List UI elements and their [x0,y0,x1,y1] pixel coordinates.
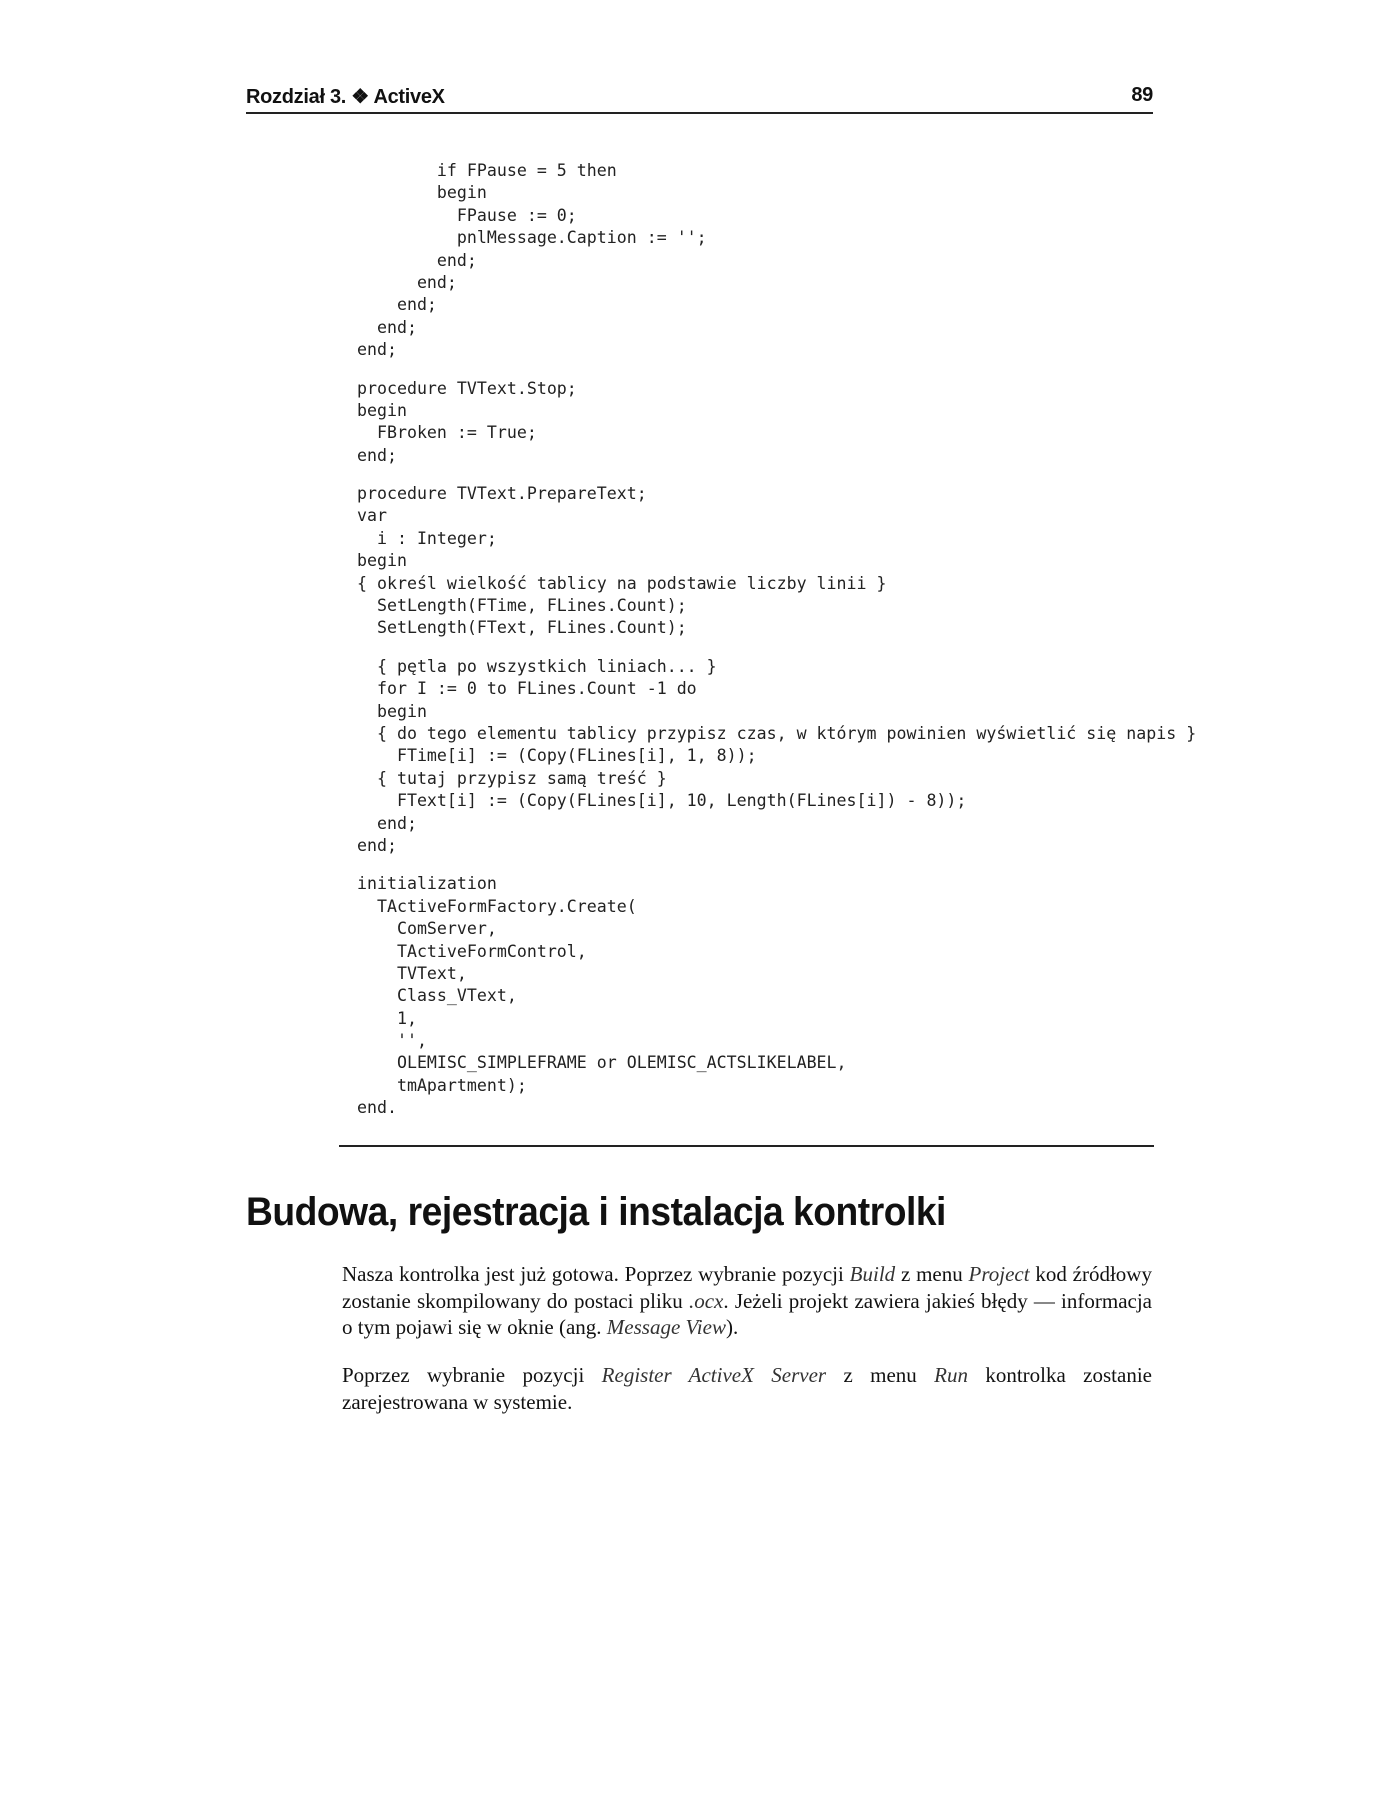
code-line: FText[i] := (Copy(FLines[i], 10, Length(FLines[i]) - 8)); [357,791,967,811]
code-line: begin [357,400,407,420]
window-name: Message View [606,1315,726,1339]
code-line: FBroken := True; [357,423,537,443]
paragraph-text: z menu [826,1363,935,1387]
code-line: if FPause = 5 then [357,161,617,180]
paragraph-text: . Jeżeli projekt zawiera jakieś błędy — informacja o tym pojawi się w oknie (ang. [342,1288,1152,1339]
code-line: end; [357,317,417,337]
code-line: begin [357,551,407,571]
running-header-chapter: Rozdział 3. ❖ ActiveX [246,86,445,108]
body-paragraph [342,1261,1152,1341]
code-line: TVText, [357,963,467,983]
code-line: initialization [357,874,497,894]
code-line: procedure TVText.Stop; [357,378,577,398]
code-line: pnlMessage.Caption := ''; [357,228,707,248]
section-heading: Budowa, rejestracja i instalacja kontrolki [246,1190,946,1234]
code-line: end; [357,813,417,833]
code-comment-line: { określ wielkość tablicy na podstawie liczby linii } [357,573,887,593]
code-comment-line: { pętla po wszystkich liniach... } [357,656,717,676]
code-line: end; [357,250,477,270]
code-line: '', [357,1031,427,1051]
file-extension: .ocx [688,1288,724,1313]
code-line: begin [357,701,427,721]
code-line: var [357,506,387,526]
body-paragraph [342,1362,1152,1415]
code-line: TActiveFormFactory.Create( [357,896,637,916]
paragraph-text: Nasza kontrolka jest już gotowa. Poprzez wybranie pozycji [342,1262,850,1286]
paragraph-text: z menu [895,1262,969,1286]
code-line: procedure TVText.PrepareText; [357,484,647,504]
code-comment-line: { tutaj przypisz samą treść } [357,768,667,788]
code-line: OLEMISC_SIMPLEFRAME or OLEMISC_ACTSLIKELABEL, [357,1053,847,1073]
code-line: tmApartment); [357,1075,527,1095]
code-line: end; [357,445,397,465]
code-line: SetLength(FText, FLines.Count); [357,618,687,638]
code-line: FTime[i] := (Copy(FLines[i], 1, 8)); [357,746,757,766]
menu-item-name: Register ActiveX Server [601,1363,827,1387]
code-line: end; [357,835,397,855]
page-header [246,84,1153,114]
code-line: end; [357,340,397,360]
code-listing-divider [339,1145,1154,1147]
menu-name: Run [934,1363,968,1387]
code-listing [357,160,1197,1120]
paragraph-text: Poprzez wybranie pozycji [342,1363,602,1387]
menu-name: Project [968,1262,1030,1286]
paragraph-text: ). [725,1315,739,1339]
code-blank-line [357,857,1157,873]
code-line: end. [357,1098,397,1118]
code-line: FPause := 0; [357,205,577,225]
code-line: i : Integer; [357,528,497,548]
code-line: end; [357,295,437,315]
menu-item-name: Build [849,1262,896,1286]
page-number: 89 [1131,84,1153,106]
paragraph-text: kod źródłowy zostanie skompilowany do postaci pliku [342,1262,1152,1313]
code-line: Class_VText, [357,986,517,1006]
code-blank-line [357,640,1157,656]
code-line: TActiveFormControl, [357,941,587,961]
code-line: SetLength(FTime, FLines.Count); [357,596,687,616]
code-blank-line [357,362,1157,378]
paragraph-text: kontrolka zostanie zarejestrowana w systemie. [342,1363,1152,1414]
code-blank-line [357,467,1157,483]
code-line: begin [357,183,487,203]
code-line: ComServer, [357,919,497,939]
code-comment-line: { do tego elementu tablicy przypisz czas, w którym powinien wyświetlić się napis } [357,723,1197,743]
code-line: 1, [357,1008,417,1028]
code-line: end; [357,272,457,292]
code-line: for I := 0 to FLines.Count -1 do [357,679,697,699]
